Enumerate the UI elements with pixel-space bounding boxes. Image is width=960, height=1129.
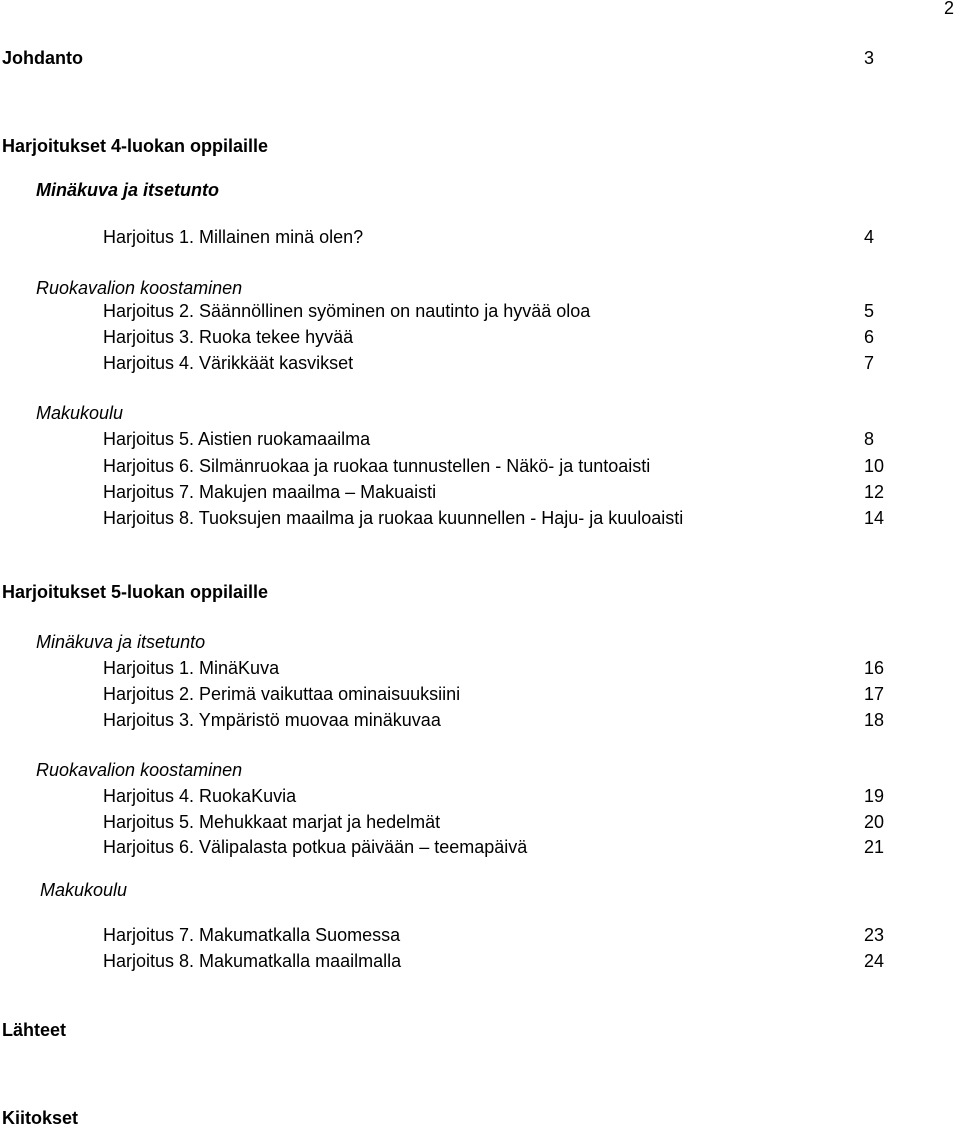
toc-intro-page: 3 [864, 48, 875, 68]
toc-item-page: 17 [864, 684, 885, 704]
toc-thanks-title[interactable]: Kiitokset [2, 1108, 79, 1128]
toc-item-page: 16 [864, 658, 885, 678]
toc-item-page: 6 [864, 327, 875, 347]
toc-item-page: 5 [864, 301, 875, 321]
grade4-diet-title: Ruokavalion koostaminen [36, 278, 243, 298]
toc-item-label[interactable]: Harjoitus 6. Silmänruokaa ja ruokaa tunnustellen - Näkö- ja tuntoaisti [103, 456, 651, 476]
grade5-heading[interactable]: Harjoitukset 5-luokan oppilaille [2, 582, 269, 602]
toc-item-label[interactable]: Harjoitus 7. Makumatkalla Suomessa [103, 925, 401, 945]
toc-item-label[interactable]: Harjoitus 8. Makumatkalla maailmalla [103, 951, 402, 971]
toc-item-label[interactable]: Harjoitus 2. Säännöllinen syöminen on nautinto ja hyvää oloa [103, 301, 591, 321]
toc-item-label[interactable]: Harjoitus 5. Aistien ruokamaailma [103, 429, 371, 449]
toc-item-label[interactable]: Harjoitus 6. Välipalasta potkua päivään – teemapäivä [103, 837, 528, 857]
toc-sources-title[interactable]: Lähteet [2, 1020, 67, 1040]
page-number: 2 [944, 0, 955, 18]
toc-item-page: 7 [864, 353, 875, 373]
toc-item-label[interactable]: Harjoitus 5. Mehukkaat marjat ja hedelmät [103, 812, 441, 832]
grade4-heading[interactable]: Harjoitukset 4-luokan oppilaille [2, 136, 269, 156]
toc-item-label[interactable]: Harjoitus 3. Ympäristö muovaa minäkuvaa [103, 710, 441, 730]
toc-item-page: 20 [864, 812, 885, 832]
grade5-self-image-title: Minäkuva ja itsetunto [36, 632, 206, 652]
grade5-diet-title: Ruokavalion koostaminen [36, 760, 243, 780]
toc-item-page: 24 [864, 951, 885, 971]
toc-item-page: 12 [864, 482, 885, 502]
toc-item-page: 8 [864, 429, 875, 449]
toc-item-page: 23 [864, 925, 885, 945]
toc-item-label[interactable]: Harjoitus 1. MinäKuva [103, 658, 280, 678]
toc-item-label[interactable]: Harjoitus 4. Värikkäät kasvikset [103, 353, 354, 373]
toc-item-label[interactable]: Harjoitus 4. RuokaKuvia [103, 786, 297, 806]
toc-intro-title[interactable]: Johdanto [2, 48, 83, 68]
toc-item-page: 18 [864, 710, 885, 730]
toc-item-label[interactable]: Harjoitus 2. Perimä vaikuttaa ominaisuuksiini [103, 684, 461, 704]
toc-item-label[interactable]: Harjoitus 8. Tuoksujen maailma ja ruokaa kuunnellen - Haju- ja kuuloaisti [103, 508, 684, 528]
toc-item-page: 14 [864, 508, 885, 528]
grade5-taste-title: Makukoulu [40, 880, 128, 900]
toc-item-page: 21 [864, 837, 885, 857]
toc-item-page: 4 [864, 227, 875, 247]
grade4-taste-title: Makukoulu [36, 403, 124, 423]
grade4-self-image-title: Minäkuva ja itsetunto [36, 180, 220, 200]
toc-item-label[interactable]: Harjoitus 1. Millainen minä olen? [103, 227, 364, 247]
toc-item-page: 10 [864, 456, 885, 476]
toc-item-page: 19 [864, 786, 885, 806]
toc-item-label[interactable]: Harjoitus 7. Makujen maailma – Makuaisti [103, 482, 437, 502]
toc-item-label[interactable]: Harjoitus 3. Ruoka tekee hyvää [103, 327, 354, 347]
